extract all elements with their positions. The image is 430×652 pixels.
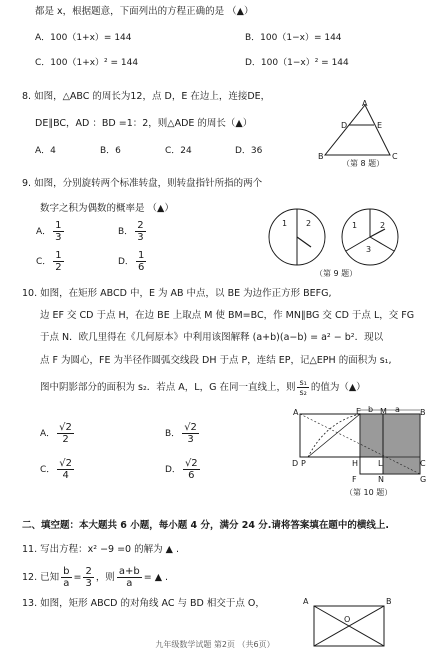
shaded-region-left [360,414,383,457]
q10-option-c-den: 4 [62,470,69,481]
q10-option-d-letter: D． [165,465,181,475]
q12-value-num: 2 [85,566,92,577]
q13-label-a: A [303,597,309,606]
q9-option-d-den: 6 [137,262,145,273]
q10-stem-line2: 边 EF 交 CD 于点 H，在边 BE 上取点 M 使 BM=BC，作 MN∥BG 交 CD 于点 L，交 FG [40,310,415,321]
spinner-2-label-1: 1 [352,221,358,230]
q10-option-a-letter: A． [40,429,56,439]
spinner-1-label-1: 1 [282,219,288,228]
q9-option-c-fraction [53,250,63,273]
q9-option-b-num: 2 [137,220,144,231]
q9-stem-line1: 9. 如图，分别旋转两个标准转盘，则转盘指针所指的两个 [22,178,263,189]
q9-option-a-num: 1 [55,220,62,231]
q13-label-o: O [344,615,351,624]
q12-given-num: b [63,566,70,577]
q10-ratio-num: s₁ [299,378,307,387]
q8-option-b: B．6 [100,146,121,156]
q9-option-c-den: 2 [55,262,62,273]
q12-stem [22,566,168,589]
q10-label-m: M [380,407,387,416]
q10-option-c-letter: C． [40,465,56,475]
q9-option-b-fraction [135,220,145,243]
q8-label-a: A [362,99,368,108]
q8-label-c: C [392,152,398,161]
q10-option-a [40,422,76,445]
q10-stem-line4: 点 F 为圆心，FE 为半径作圆弧交线段 DH 于点 P，连结 EP，记△EPH 的面积为 s₁, [40,355,392,366]
q10-label-n: N [378,475,384,484]
q9-option-d [118,250,148,273]
q12-value-den: 3 [85,578,92,589]
q12-ask-fraction [117,566,142,589]
q9-option-a-fraction [53,220,63,243]
q8-label-b: B [318,152,324,161]
q10-stem-line5b: 的值为（▲） [310,382,366,393]
q7-option-a: A．100（1+x）= 144 [35,33,132,43]
q10-label-e: E [356,407,362,416]
q8-option-d: D．36 [235,146,263,156]
q9-option-c [36,250,66,273]
q10-option-c [40,458,76,481]
q10-option-d [165,458,202,481]
q10-label-d: D [292,459,299,468]
q9-option-a [36,220,66,243]
q10-option-d-den: 6 [188,470,195,481]
q10-option-a-num: √2 [59,422,72,433]
q7-option-d: D．100（1−x）² = 144 [245,58,349,68]
q10-rectangle-figure [296,408,426,488]
q10-label-a: A [293,408,299,417]
q10-option-b-num: √2 [184,422,197,433]
q13-label-b: B [386,597,392,606]
q10-option-b [165,422,201,445]
q8-option-a: A．4 [35,146,56,156]
q10-option-a-fraction [57,422,74,445]
spinner-2-label-3: 3 [366,245,372,254]
q8-label-e: E [377,121,383,130]
q10-label-p: P [301,459,306,468]
q9-option-d-fraction [136,250,146,273]
q9-stem-line2: 数字之积为偶数的概率是 （▲） [40,203,174,214]
q9-option-b-den: 3 [137,232,144,243]
q9-spinner-2 [340,207,400,267]
q7-option-c: C．100（1+x）² = 144 [35,58,139,68]
q9-option-c-letter: C． [36,257,52,267]
q10-label-f: F [352,475,357,484]
q10-label-c: C [420,459,426,468]
q12-pre: 12. 已知 [22,572,60,583]
q12-given-fraction [61,566,71,589]
section-2-heading: 二、填空题：本大题共 6 小题，每小题 4 分，满分 24 分.请将答案填在题中的横线上. [22,520,390,531]
q9-option-d-letter: D． [118,257,134,267]
q10-label-l: L [378,459,383,468]
q10-ratio-fraction [297,378,308,397]
q12-eq: = [73,572,82,583]
q8-stem-line2: DE∥BC，AD ：BD =1：2，则△ADE 的周长（▲） [35,118,253,129]
q9-option-a-letter: A． [36,227,52,237]
q10-stem-line1: 10. 如图，在矩形 ABCD 中，E 为 AB 中点，以 BE 为边作正方形 BEFG, [22,288,332,299]
q8-caption: （第 8 题） [342,159,385,168]
q10-option-d-num: √2 [184,458,198,469]
q12-then: ，则 [95,572,115,583]
q12-ask-den: a [126,578,133,589]
spinner-1-pointer [297,237,311,247]
q10-stem-line5 [40,378,366,397]
q13-stem: 13. 如图，矩形 ABCD 的对角线 AC 与 BD 相交于点 O， [22,598,265,609]
q8-stem-line1: 8. 如图，△ABC 的周长为12，点 D，E 在边上，连接DE， [22,91,271,102]
q9-option-d-num: 1 [137,250,145,261]
spinner-2-label-2: 2 [380,221,386,230]
q7-stem-tail: 都是 x，根据题意，下面列出的方程正确的是 （▲） [35,6,254,17]
q10-option-b-den: 3 [187,434,194,445]
q10-label-b-dim: b [368,405,374,414]
q9-option-b-letter: B． [118,227,134,237]
segment-ep [308,414,360,457]
page-footer: 九年级数学试题 第2页 （共6页） [155,640,275,649]
q10-ratio-den: s₂ [299,388,307,397]
q10-label-a-dim: a [395,405,400,414]
q8-label-d: D [341,121,348,130]
q9-option-a-den: 3 [55,232,62,243]
q9-spinner-1 [267,207,327,267]
q10-option-b-fraction [182,422,199,445]
spinner-1-label-2: 2 [306,219,312,228]
q12-tail: = ▲ . [143,572,169,583]
q10-option-c-num: √2 [59,458,73,469]
q7-option-b: B．100（1−x）= 144 [245,33,342,43]
q12-value-fraction [83,566,93,589]
q12-given-den: a [63,578,70,589]
q9-option-b [118,220,148,243]
q10-stem-line3: 于点 N．欧几里得在《几何原本》中利用该图解释 (a+b)(a−b) = a² − b²．现以 [40,332,384,343]
q9-caption: （第 9 题） [315,269,358,278]
q10-stem-line5a: 图中阴影部分的面积为 s₂．若点 A，L，G 在同一直线上，则 [40,382,296,393]
q10-label-b: B [420,408,426,417]
q11-stem: 11. 写出方程：x² −9 =0 的解为 ▲ . [22,544,179,555]
q10-caption: （第 10 题） [345,488,393,497]
q9-option-c-num: 1 [55,250,62,261]
q10-option-c-fraction [57,458,74,481]
q10-option-b-letter: B． [165,429,181,439]
q10-label-g: G [420,475,427,484]
q10-option-d-fraction [183,458,200,481]
q10-label-h: H [352,459,359,468]
q8-option-c: C．24 [165,146,192,156]
q10-option-a-den: 2 [62,434,69,445]
q12-ask-num: a+b [118,566,140,577]
